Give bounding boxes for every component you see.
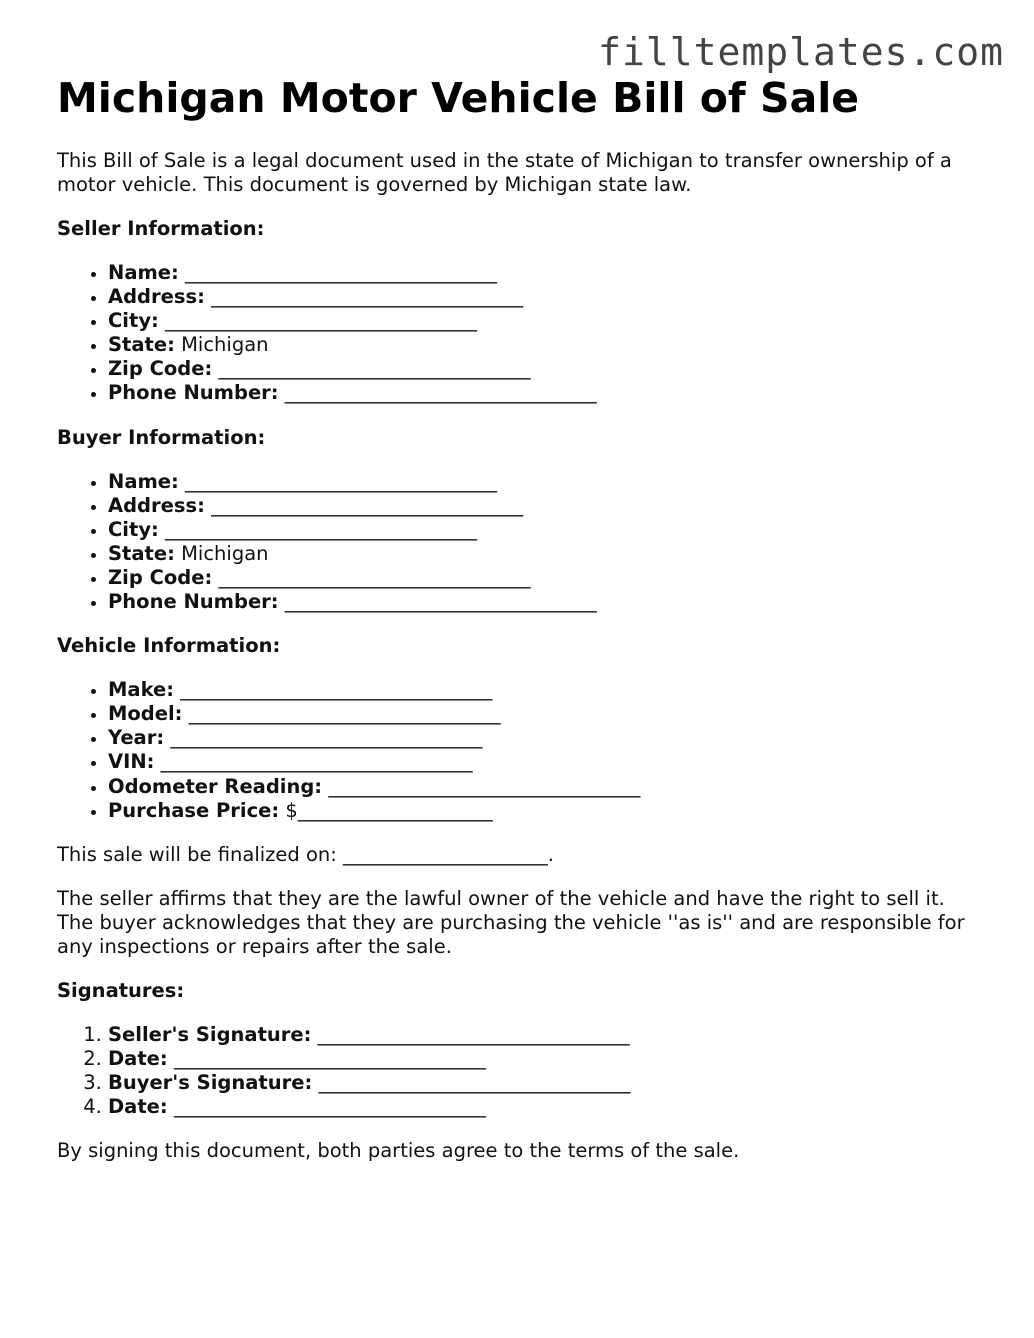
field-value: ________________________________ xyxy=(178,261,498,284)
seller-date-field[interactable] xyxy=(108,1047,987,1071)
field-label: Name: xyxy=(108,469,179,493)
vehicle-field-list xyxy=(57,678,987,823)
signature-field-list xyxy=(57,1023,987,1119)
seller-state-field xyxy=(108,333,987,357)
buyer-zip-field[interactable] xyxy=(108,566,987,590)
buyer-name-field[interactable] xyxy=(108,470,987,494)
field-label: Year: xyxy=(108,726,165,750)
field-value: ________________________________ xyxy=(158,309,478,333)
field-label: Phone Number: xyxy=(108,381,279,405)
vehicle-price-field[interactable] xyxy=(108,799,987,823)
field-label: Odometer Reading: xyxy=(108,774,323,798)
field-value: ________________________________ xyxy=(212,357,531,381)
field-value: ________________________________ xyxy=(278,381,597,405)
field-value: ________________________________ xyxy=(154,750,473,774)
field-label: Purchase Price: xyxy=(108,798,280,822)
buyer-section-heading: Buyer Information: xyxy=(57,425,266,449)
watermark-text: filltemplates.com xyxy=(598,30,1004,74)
vehicle-section-heading: Vehicle Information: xyxy=(57,634,281,658)
seller-name-field[interactable] xyxy=(108,261,987,285)
field-value: ________________________________ xyxy=(204,285,524,309)
field-value: ________________________________ xyxy=(212,565,531,589)
field-value: ________________________________ xyxy=(182,702,501,726)
field-label: Model: xyxy=(108,702,183,726)
field-label: Zip Code: xyxy=(108,565,213,589)
field-label: Seller's Signature: xyxy=(108,1022,312,1046)
buyer-state-field xyxy=(108,542,987,566)
seller-phone-field[interactable] xyxy=(108,381,987,405)
field-value: ________________________________ xyxy=(174,678,493,702)
field-value: ________________________________ xyxy=(164,726,483,750)
field-label: Date: xyxy=(108,1046,168,1070)
field-label: Address: xyxy=(108,285,205,309)
field-label: Make: xyxy=(108,678,175,702)
buyer-phone-field[interactable] xyxy=(108,590,987,614)
buyer-date-field[interactable] xyxy=(108,1095,987,1119)
buyer-signature-field[interactable] xyxy=(108,1071,987,1095)
field-label: Date: xyxy=(108,1094,168,1118)
field-value: ________________________________ xyxy=(311,1022,630,1046)
field-label: City: xyxy=(108,309,159,333)
seller-field-list xyxy=(57,261,987,406)
field-label: VIN: xyxy=(108,750,155,774)
field-value: ________________________________ xyxy=(322,774,641,798)
intro-paragraph: This Bill of Sale is a legal document used in the state of Michigan to transfer ownership of a motor vehicle. This document is governed by Michigan state law. xyxy=(57,149,952,196)
seller-city-field[interactable] xyxy=(108,309,987,333)
seller-zip-field[interactable] xyxy=(108,357,987,381)
field-value: Michigan xyxy=(174,333,269,357)
field-value: ________________________________ xyxy=(178,469,498,493)
buyer-address-field[interactable] xyxy=(108,494,987,518)
document-page xyxy=(57,70,987,1163)
field-value: ________________________________ xyxy=(278,590,597,614)
closing-paragraph: By signing this document, both parties agree to the terms of the sale. xyxy=(57,1139,740,1163)
field-label: State: xyxy=(108,333,175,357)
field-label: Name: xyxy=(108,261,179,284)
field-value: ________________________________ xyxy=(158,517,478,541)
finalized-date-line[interactable]: This sale will be finalized on: _____________________. xyxy=(57,842,554,866)
field-value: ________________________________ xyxy=(204,493,524,517)
vehicle-make-field[interactable] xyxy=(108,678,987,702)
seller-address-field[interactable] xyxy=(108,285,987,309)
field-label: State: xyxy=(108,541,175,565)
buyer-field-list xyxy=(57,470,987,615)
field-label: Zip Code: xyxy=(108,357,213,381)
field-value: Michigan xyxy=(174,541,269,565)
field-value: $____________________ xyxy=(279,798,493,822)
seller-section-heading: Seller Information: xyxy=(57,217,265,240)
field-label: Phone Number: xyxy=(108,590,279,614)
vehicle-odometer-field[interactable] xyxy=(108,775,987,799)
field-value: ________________________________ xyxy=(167,1094,486,1118)
document-title: Michigan Motor Vehicle Bill of Sale xyxy=(57,74,860,122)
vehicle-vin-field[interactable] xyxy=(108,750,987,774)
field-label: Address: xyxy=(108,493,205,517)
affirmation-paragraph: The seller affirms that they are the lawful owner of the vehicle and have the right to sell it. The buyer acknowledges that they are purchasing the vehicle ''as is'' and are responsible for any inspections or repairs after the sale. xyxy=(57,886,965,958)
field-value: ________________________________ xyxy=(312,1070,631,1094)
vehicle-model-field[interactable] xyxy=(108,702,987,726)
vehicle-year-field[interactable] xyxy=(108,726,987,750)
field-label: Buyer's Signature: xyxy=(108,1070,313,1094)
field-value: ________________________________ xyxy=(167,1046,486,1070)
buyer-city-field[interactable] xyxy=(108,518,987,542)
signatures-section-heading: Signatures: xyxy=(57,978,185,1002)
seller-signature-field[interactable] xyxy=(108,1023,987,1047)
field-label: City: xyxy=(108,517,159,541)
